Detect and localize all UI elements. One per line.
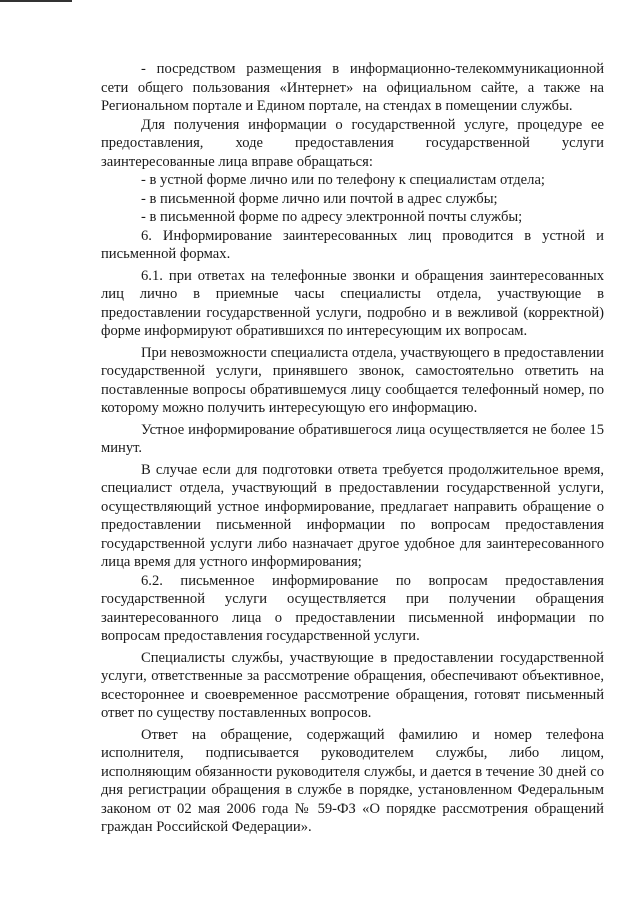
paragraph-oral-duration: Устное информирование обратившегося лица осуществляется не более 15 минут.	[101, 421, 604, 456]
paragraph-service-specialists: Специалисты службы, участвующие в предоставлении государственной услуги, ответственные за рассмотрение обращения, обеспечивают объективное, всестороннее и своевременное рассмотрение обращения, готовят письменный ответ по существу поставленных вопросов.	[101, 649, 604, 721]
list-item-written-form-mail: - в письменной форме лично или почтой в адрес службы;	[141, 190, 498, 207]
list-item-written-form-email: - в письменной форме по адресу электронной почты службы;	[141, 209, 523, 225]
paragraph-obtaining-information: Для получения информации о государственной услуге, процедуре ее предоставления, ходе предоставления государственной услуги заинтересованные лица вправе обращаться:	[101, 116, 604, 170]
paragraph-long-preparation: В случае если для подготовки ответа требуется продолжительное время, специалист отдела, участвующий в предоставлении государственной услуги, осуществляющий устное информирование, предлагает направить обращение о предоставлении письменной информации по вопросам предоставления государственной услуги либо назначает другое удобное для заинтересованного лица время для устного информирования;	[101, 461, 604, 570]
paragraph-section-6-2: 6.2. письменное информирование по вопросам предоставления государственной услуги осуществляется при получении обращения заинтересованного лица о предоставлении письменной информации по вопросам предоставления государственной услуги.	[101, 572, 604, 644]
top-edge-rule	[0, 0, 72, 2]
document-body	[101, 60, 604, 837]
paragraph-unable-to-answer: При невозможности специалиста отдела, участвующего в предоставлении государственной услуги, принявшего звонок, самостоятельно ответить на поставленные вопросы обратившемуся лицу сообщается телефонный номер, по которому можно получить интересующую его информацию.	[101, 344, 604, 416]
paragraph-section-6-1: 6.1. при ответах на телефонные звонки и обращения заинтересованных лиц лично в приемные часы специалисты отдела, участвующие в предоставлении государственной услуги, подробно и в вежливой (корректной) форме информируют обратившихся по интересующим их вопросам.	[101, 267, 604, 339]
paragraph-publication-channels: - посредством размещения в информационно-телекоммуникационной сети общего пользования «Интернет» на официальном сайте, а также на Региональном портале и Едином портале, на стендах в помещении службы.	[101, 61, 604, 114]
paragraph-section-6: 6. Информирование заинтересованных лиц проводится в устной и письменной формах.	[101, 227, 604, 262]
paragraph-response-signing: Ответ на обращение, содержащий фамилию и номер телефона исполнителя, подписывается руководителем службы, либо лицом, исполняющим обязанности руководителя службы, и дается в течение 30 дней со дня регистрации обращения в службе в порядке, установленном Федеральным законом от 02 мая 2006 года № 59-ФЗ «О порядке рассмотрения обращений граждан Российской Федерации».	[101, 726, 604, 835]
list-item-oral-form: - в устной форме лично или по телефону к специалистам отдела;	[141, 172, 545, 188]
